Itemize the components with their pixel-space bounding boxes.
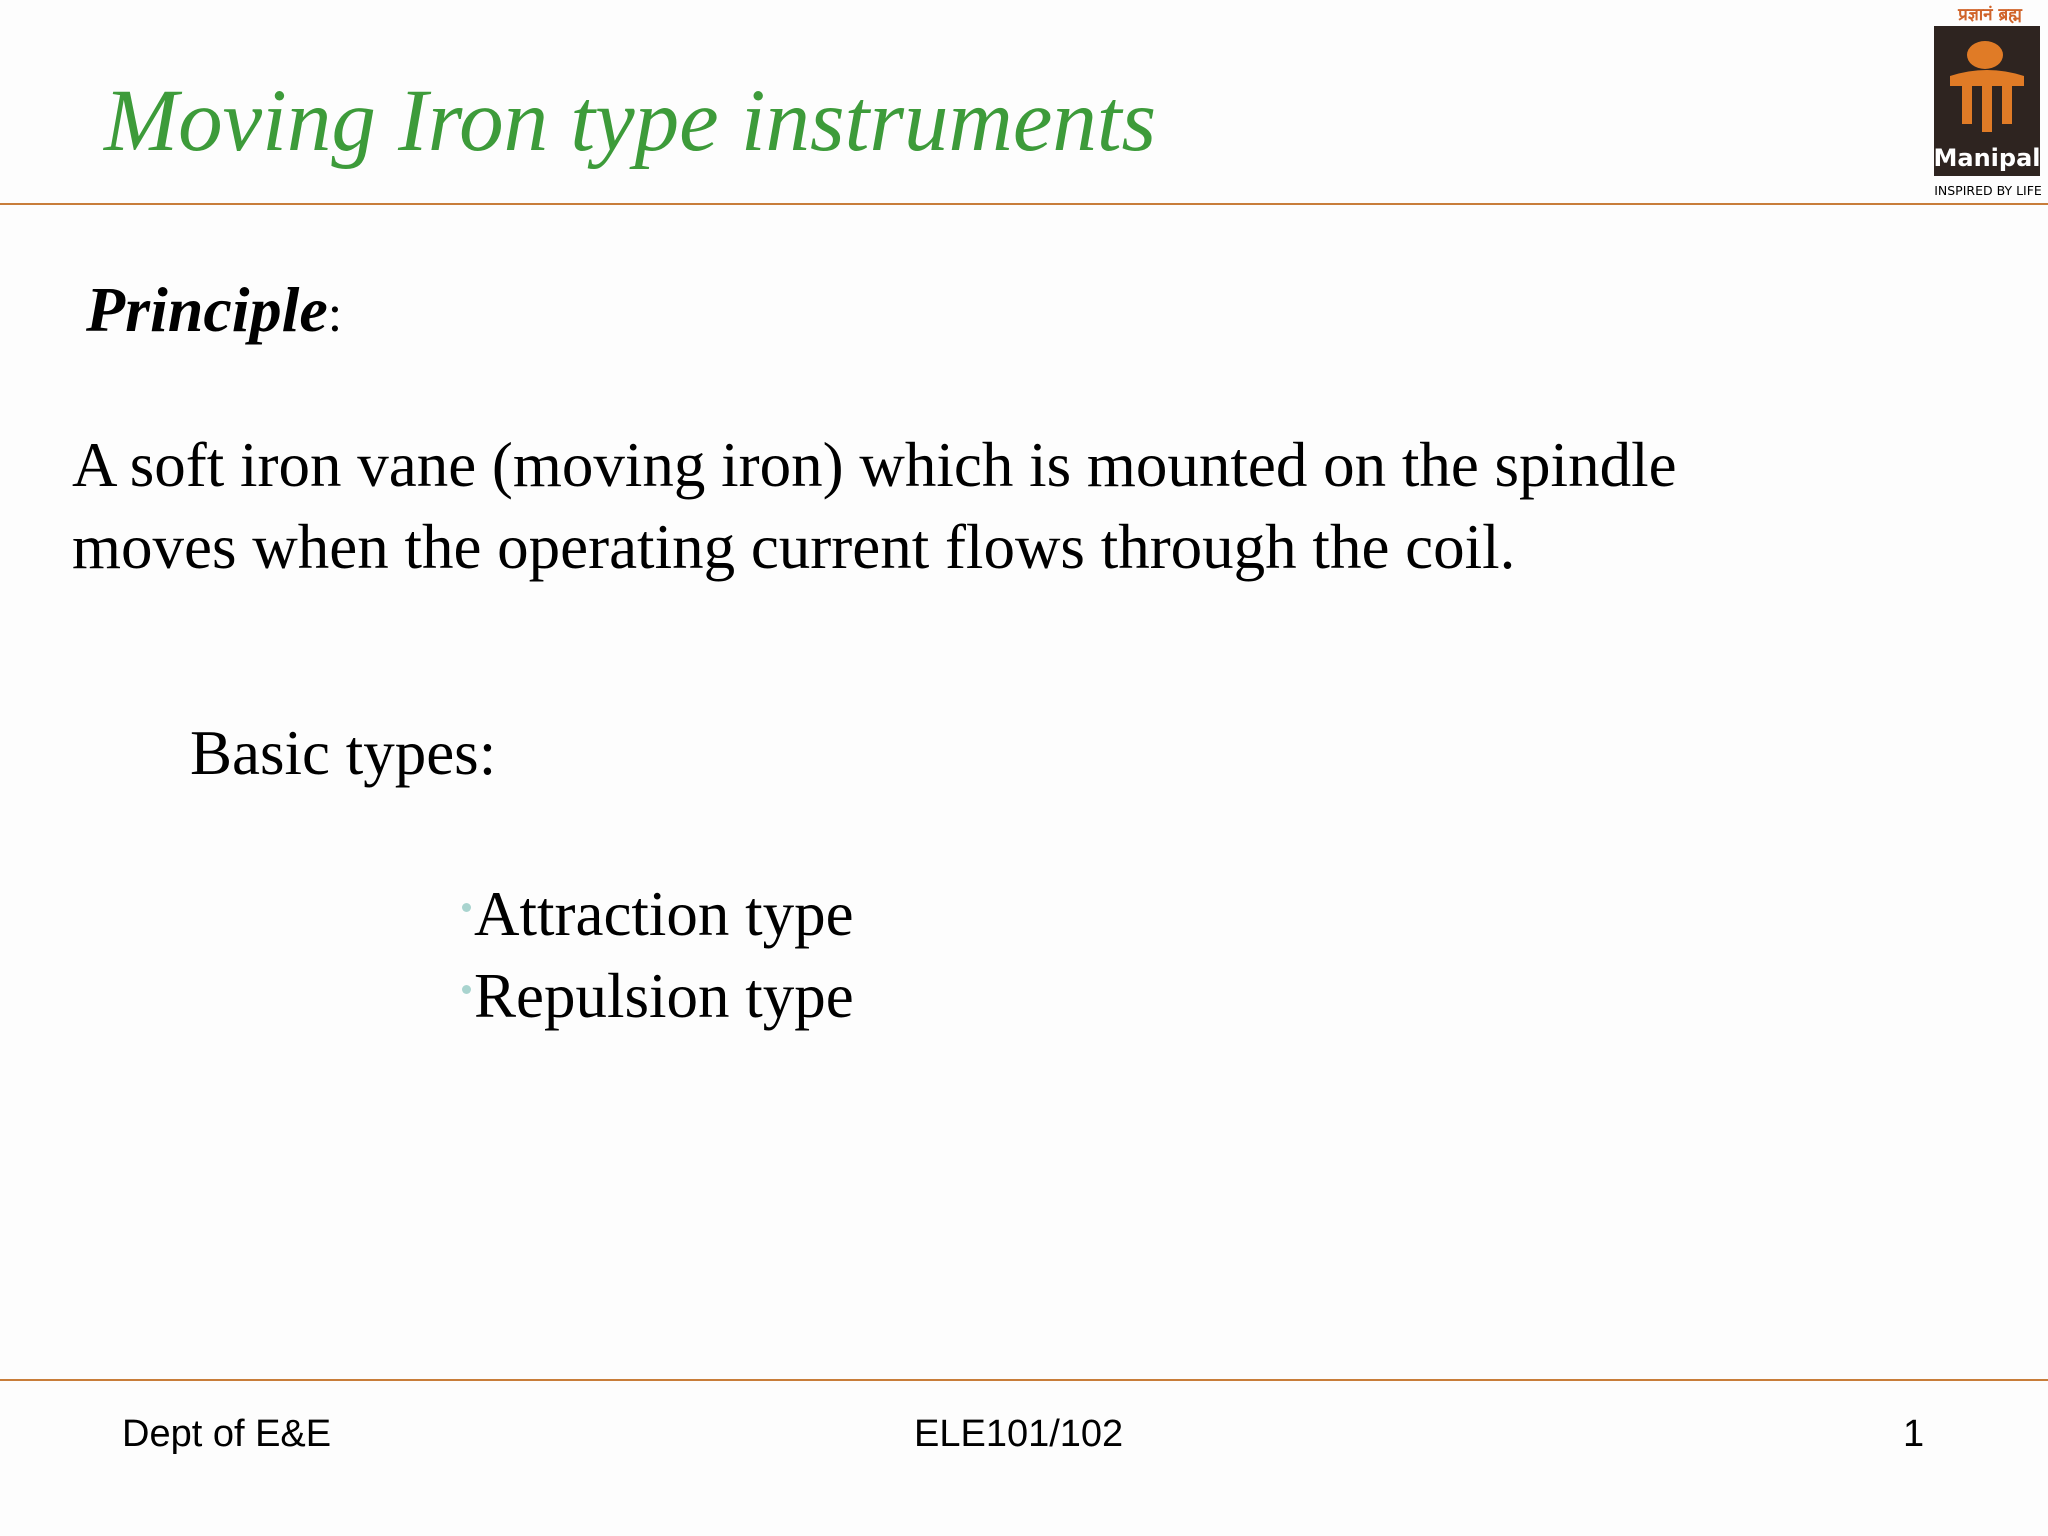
logo-brand-name: Manipal — [1933, 144, 2041, 172]
principle-description — [72, 424, 1972, 588]
list-item — [462, 873, 854, 955]
logo-top-text: प्रज्ञानं ब्रह्म — [1958, 5, 2022, 25]
footer-department: Dept of E&E — [122, 1413, 332, 1455]
types-list — [462, 873, 854, 1037]
logo-tagline: INSPIRED BY LIFE — [1934, 183, 2042, 198]
description-line: moves when the operating current flows through the coil. — [72, 512, 1516, 582]
bullet-icon — [462, 985, 471, 994]
list-item-label: Repulsion type — [474, 961, 854, 1031]
principle-colon: : — [327, 286, 343, 343]
page-number: 1 — [1903, 1413, 1925, 1455]
footer-course-code: ELE101/102 — [914, 1413, 1124, 1455]
manipal-logo — [1928, 0, 2048, 200]
principle-label: Principle — [86, 274, 328, 345]
list-item — [462, 955, 854, 1037]
description-line: A soft iron vane (moving iron) which is mounted on the spindle — [72, 430, 1677, 500]
bullet-icon — [462, 903, 471, 912]
footer-divider — [0, 1379, 2048, 1381]
list-item-label: Attraction type — [474, 879, 854, 949]
header-divider — [0, 203, 2048, 205]
principle-heading — [86, 272, 342, 349]
slide-title: Moving Iron type instruments — [104, 72, 1157, 170]
basic-types-heading: Basic types: — [190, 718, 497, 788]
